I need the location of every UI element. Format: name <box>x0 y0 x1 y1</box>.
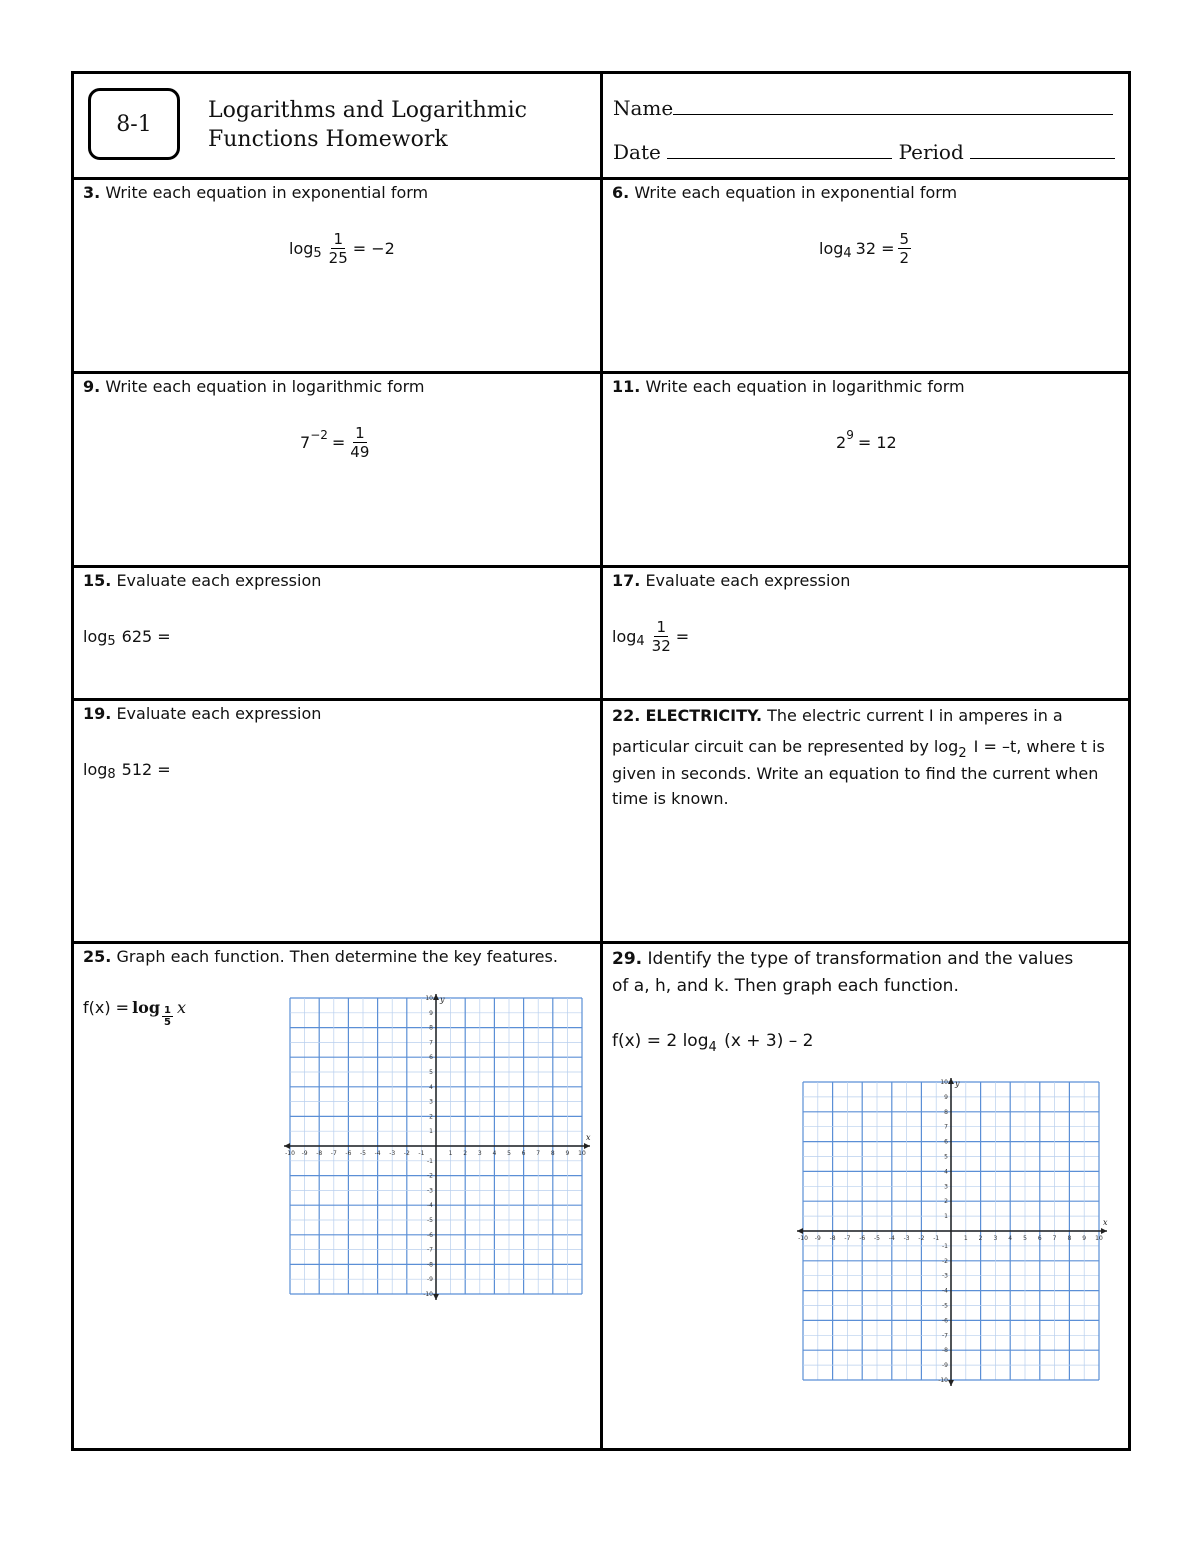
problem-22-cell <box>600 698 1131 944</box>
problem-9-equation <box>300 424 374 461</box>
y-tick-label: -6 <box>427 1231 433 1239</box>
problem-15-expression <box>83 626 171 648</box>
x-tick-label: -4 <box>374 1150 381 1157</box>
name-label: Name <box>613 96 674 120</box>
problem-17-cell <box>600 565 1131 701</box>
x-tick-label: -10 <box>798 1235 808 1242</box>
x-tick-label: 4 <box>1008 1235 1013 1242</box>
y-tick-label: 10 <box>425 995 433 1002</box>
title-line-1: Logarithms and Logarithmic <box>208 98 527 123</box>
rhs: = 12 <box>857 433 897 452</box>
denominator: 49 <box>350 443 370 461</box>
x-tick-label: -5 <box>360 1150 366 1157</box>
coordinate-grid[interactable] <box>280 992 596 1308</box>
x-tick-label: 8 <box>1067 1235 1072 1242</box>
x-tick-label: 6 <box>521 1150 526 1157</box>
x-tick-label: -3 <box>903 1235 910 1242</box>
log-base: 5 <box>313 245 322 261</box>
log-base: 2 <box>958 746 967 761</box>
x-tick-label: 9 <box>565 1150 570 1157</box>
numerator: 1 <box>164 1005 171 1016</box>
rhs: = <box>675 626 690 646</box>
numerator: 1 <box>333 230 343 248</box>
log-text: log <box>289 238 314 258</box>
numerator: 1 <box>656 618 666 636</box>
problem-instruction: Write each equation in exponential form <box>105 183 429 202</box>
header-title-cell <box>71 71 603 180</box>
problem-number: 9. <box>83 377 101 396</box>
fraction <box>898 230 912 267</box>
y-axis-label: y <box>955 1079 960 1088</box>
y-tick-label: 4 <box>944 1168 948 1176</box>
fraction <box>327 230 350 267</box>
y-tick-label: -3 <box>427 1187 433 1195</box>
x-tick-label: -3 <box>389 1150 396 1157</box>
power-base: 7 <box>300 432 311 452</box>
x-axis-label: x <box>1103 1218 1108 1227</box>
problem-number: 19. <box>83 704 112 723</box>
function-part-b: (x + 3) – 2 <box>718 1031 814 1051</box>
log-text: log <box>83 627 108 646</box>
x-tick-label: -4 <box>888 1235 895 1242</box>
problem-text-4: time is known. <box>612 789 729 808</box>
x-tick-label: -2 <box>403 1150 410 1157</box>
problem-3-cell <box>71 177 603 374</box>
x-axis-arrow-icon <box>1101 1228 1107 1234</box>
y-tick-label: 10 <box>940 1079 948 1086</box>
x-tick-label: 5 <box>1023 1235 1027 1242</box>
coordinate-grid[interactable] <box>793 1076 1113 1397</box>
problem-number: 17. <box>612 571 641 590</box>
log-base: 4 <box>708 1040 717 1055</box>
problem-number: 25. <box>83 947 112 966</box>
problem-17-expression <box>612 618 689 655</box>
y-tick-label: 8 <box>944 1108 948 1116</box>
title-line-2: Functions Homework <box>208 127 448 152</box>
x-tick-label: -9 <box>301 1150 308 1157</box>
y-axis-arrow-icon <box>433 994 439 1000</box>
problem-instruction: Write each equation in logarithmic form <box>105 377 425 396</box>
log-base: 8 <box>107 767 116 782</box>
y-tick-label: 2 <box>944 1198 948 1206</box>
problem-6-equation <box>819 230 914 267</box>
problem-25-cell <box>71 941 603 1451</box>
problem-instruction: Graph each function. Then determine the key features. <box>116 947 558 966</box>
problem-text-2a: particular circuit can be represented by log <box>612 737 959 756</box>
problem-29-function <box>612 1028 1119 1056</box>
variable: x <box>176 997 187 1017</box>
x-tick-label: 5 <box>507 1150 511 1157</box>
lesson-number-box <box>88 88 180 160</box>
problem-text-2b: I = –t, where t is <box>968 737 1105 756</box>
date-period-field <box>613 136 1115 164</box>
x-tick-label: 3 <box>993 1235 998 1242</box>
denominator: 2 <box>899 249 910 267</box>
y-axis-arrow-icon <box>948 1380 954 1386</box>
problem-text-3: given in seconds. Write an equation to find the current when <box>612 764 1099 783</box>
y-tick-label: 1 <box>944 1213 948 1221</box>
log-base: 5 <box>107 634 116 649</box>
y-tick-label: 1 <box>429 1128 433 1136</box>
y-tick-label: 7 <box>944 1123 948 1131</box>
problem-15-cell <box>71 565 603 701</box>
problem-3-equation <box>289 230 395 267</box>
problem-instruction: Evaluate each expression <box>116 704 322 723</box>
fraction <box>650 618 673 655</box>
denominator: 32 <box>651 637 671 655</box>
x-tick-label: -5 <box>874 1235 880 1242</box>
x-axis-arrow-icon <box>797 1228 803 1234</box>
y-tick-label: 3 <box>944 1183 948 1191</box>
x-axis-arrow-icon <box>584 1143 590 1149</box>
y-tick-label: -10 <box>938 1377 948 1384</box>
lesson-number: 8-1 <box>116 111 152 137</box>
x-tick-label: -1 <box>933 1235 940 1242</box>
problem-instruction: Evaluate each expression <box>645 571 851 590</box>
denominator: 25 <box>328 249 348 267</box>
log-text: log <box>132 997 161 1017</box>
x-tick-label: 10 <box>1095 1235 1103 1242</box>
x-tick-label: 1 <box>963 1235 968 1242</box>
x-tick-label: -7 <box>330 1150 337 1157</box>
x-tick-label: 6 <box>1037 1235 1042 1242</box>
log-base: 4 <box>636 633 645 649</box>
y-tick-label: -8 <box>942 1347 948 1355</box>
x-tick-label: 2 <box>978 1235 983 1242</box>
problem-text-1: The electric current I in amperes in a <box>767 706 1063 725</box>
y-tick-label: -9 <box>427 1276 433 1284</box>
y-tick-label: 4 <box>429 1083 433 1091</box>
y-tick-label: -7 <box>427 1246 433 1254</box>
y-tick-label: -5 <box>942 1302 948 1310</box>
coordinate-grid-svg[interactable] <box>793 1076 1113 1388</box>
x-tick-label: -1 <box>418 1150 425 1157</box>
problem-9-cell <box>71 371 603 568</box>
y-tick-label: 2 <box>429 1113 433 1121</box>
log-argument: 625 = <box>121 627 171 646</box>
name-line[interactable] <box>673 92 1113 115</box>
y-tick-label: 5 <box>944 1153 948 1161</box>
rhs: = −2 <box>352 238 395 258</box>
y-tick-label: -2 <box>427 1172 433 1180</box>
problem-29-cell <box>600 941 1131 1451</box>
worksheet <box>71 71 1131 1451</box>
problem-6-cell <box>600 177 1131 374</box>
x-tick-label: 9 <box>1082 1235 1087 1242</box>
fraction <box>348 424 371 461</box>
numerator: 1 <box>355 424 365 442</box>
y-tick-label: -9 <box>942 1362 948 1370</box>
x-axis-arrow-icon <box>284 1143 290 1149</box>
x-axis-label: x <box>586 1133 591 1142</box>
problem-number: 29. <box>612 949 643 969</box>
x-tick-label: 8 <box>550 1150 555 1157</box>
problem-number: 6. <box>612 183 630 202</box>
problem-number: 15. <box>83 571 112 590</box>
problem-25-function <box>83 996 187 1028</box>
log-text: log <box>612 626 637 646</box>
x-tick-label: 3 <box>477 1150 482 1157</box>
problem-number: 11. <box>612 377 641 396</box>
y-axis-arrow-icon <box>433 1294 439 1300</box>
y-tick-label: 9 <box>944 1093 948 1101</box>
y-tick-label: -1 <box>427 1157 433 1165</box>
problem-instruction: Write each equation in exponential form <box>634 183 958 202</box>
y-axis-arrow-icon <box>948 1078 954 1084</box>
period-label: Period <box>898 140 964 164</box>
log-base-fraction <box>162 1005 173 1028</box>
log-text: log <box>819 238 844 258</box>
y-axis-label: y <box>440 995 445 1004</box>
power-base: 2 <box>836 433 847 452</box>
y-tick-label: -4 <box>942 1287 948 1295</box>
x-tick-label: -2 <box>918 1235 925 1242</box>
y-tick-label: 9 <box>429 1009 433 1017</box>
x-tick-label: -6 <box>345 1150 352 1157</box>
x-tick-label: -8 <box>829 1235 836 1242</box>
problem-number: 22. <box>612 706 641 725</box>
y-tick-label: -7 <box>942 1332 948 1340</box>
problem-text-1: Identify the type of transformation and the values <box>647 949 1074 969</box>
y-tick-label: -5 <box>427 1217 433 1224</box>
y-tick-label: -3 <box>942 1272 948 1280</box>
date-line[interactable] <box>667 136 892 159</box>
problem-text-2: of a, h, and k. Then graph each function. <box>612 976 959 996</box>
problem-instruction: Evaluate each expression <box>116 571 322 590</box>
y-tick-label: 6 <box>944 1138 948 1146</box>
y-tick-label: 7 <box>429 1039 433 1047</box>
name-field[interactable] <box>613 92 1113 120</box>
x-tick-label: 1 <box>448 1150 453 1157</box>
log-text: log <box>83 760 108 779</box>
coordinate-grid-svg[interactable] <box>280 992 596 1302</box>
x-tick-label: 7 <box>1052 1235 1057 1242</box>
period-line[interactable] <box>970 136 1115 159</box>
x-tick-label: 10 <box>578 1150 586 1157</box>
y-tick-label: -6 <box>942 1317 948 1325</box>
x-tick-label: 7 <box>536 1150 541 1157</box>
x-tick-label: -10 <box>285 1150 295 1157</box>
date-label: Date <box>613 140 661 164</box>
problem-11-cell <box>600 371 1131 568</box>
x-tick-label: 2 <box>463 1150 468 1157</box>
log-argument: 512 = <box>121 760 171 779</box>
y-tick-label: -8 <box>427 1261 433 1269</box>
y-tick-label: 8 <box>429 1024 433 1032</box>
problem-instruction: Write each equation in logarithmic form <box>645 377 965 396</box>
y-tick-label: -1 <box>942 1242 948 1250</box>
x-tick-label: -6 <box>859 1235 866 1242</box>
y-tick-label: 5 <box>429 1069 433 1076</box>
problem-11-equation <box>836 428 897 454</box>
problem-label: ELECTRICITY. <box>645 706 763 725</box>
log-argument: 32 = <box>855 238 895 258</box>
y-tick-label: -10 <box>423 1291 433 1298</box>
function-name: f(x) = <box>83 997 130 1017</box>
exponent: −2 <box>310 427 328 442</box>
function-part-a: f(x) = 2 log <box>612 1031 709 1051</box>
y-tick-label: -4 <box>427 1202 433 1210</box>
numerator: 5 <box>899 230 910 248</box>
x-tick-label: 4 <box>492 1150 497 1157</box>
y-tick-label: 6 <box>429 1054 433 1062</box>
x-tick-label: -9 <box>814 1235 821 1242</box>
x-tick-label: -8 <box>316 1150 323 1157</box>
log-base: 4 <box>843 245 852 261</box>
problem-19-expression <box>83 759 171 781</box>
equals: = <box>331 432 346 452</box>
y-tick-label: 3 <box>429 1098 433 1106</box>
y-tick-label: -2 <box>942 1257 948 1265</box>
problem-number: 3. <box>83 183 101 202</box>
page-title <box>208 96 527 154</box>
denominator: 5 <box>164 1017 171 1028</box>
problem-19-cell <box>71 698 603 944</box>
x-tick-label: -7 <box>844 1235 851 1242</box>
header-name-cell <box>600 71 1131 180</box>
exponent: 9 <box>846 428 854 442</box>
